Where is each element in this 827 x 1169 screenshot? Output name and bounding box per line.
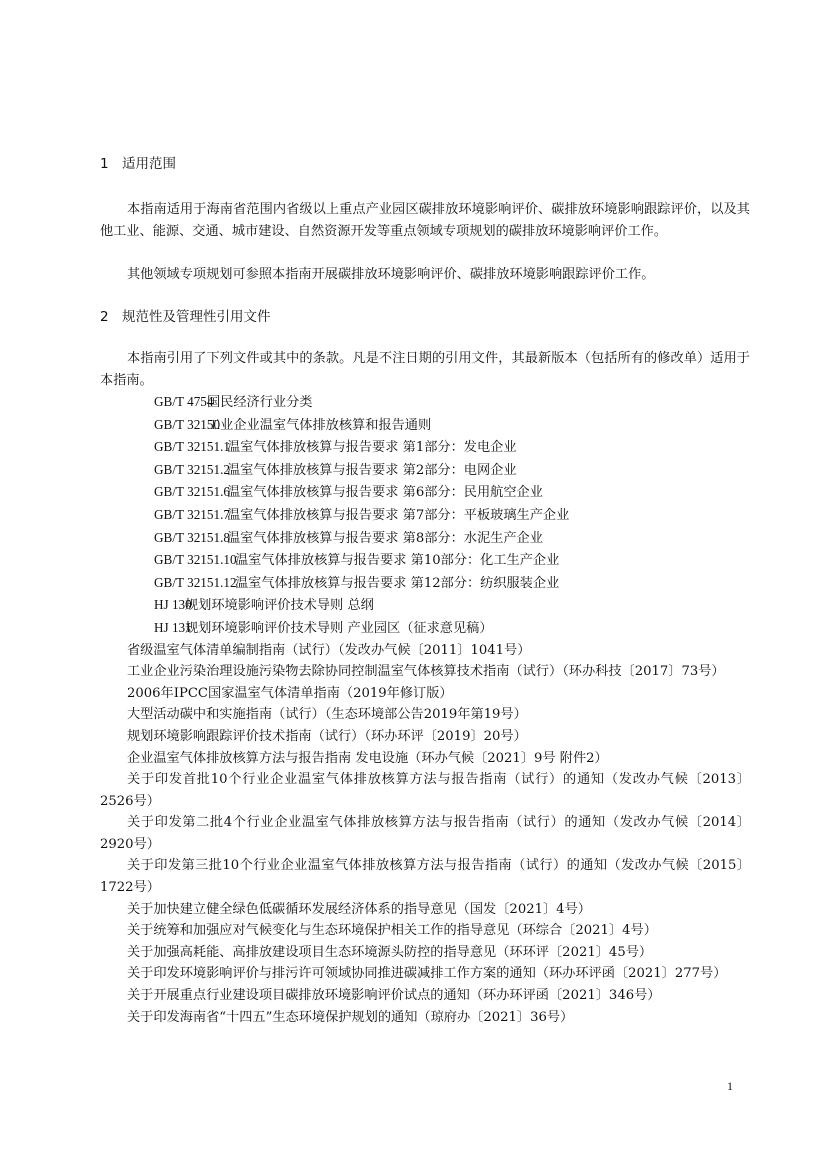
reference-item — [100, 942, 750, 964]
reference-title: 关于印发海南省“十四五”生态环境保护规划的通知（琼府办〔2021〕36号） — [127, 1009, 574, 1025]
reference-title: 2006年IPCC国家温室气体清单指南（2019年修订版） — [127, 685, 453, 701]
reference-item — [100, 661, 750, 683]
reference-item — [100, 748, 750, 770]
reference-item — [100, 985, 750, 1007]
reference-item — [100, 481, 750, 504]
reference-code: HJ 130 — [154, 597, 192, 613]
reference-item — [100, 549, 750, 572]
section-1-paragraph-1: 本指南适用于海南省范围内省级以上重点产业园区碳排放环境影响评价、碳排放环境影响跟踪评价，以及其他工业、能源、交通、城市建设、自然资源开发等重点领域专项规划的碳排放环境影响评价工作。 — [100, 202, 750, 239]
reference-title: 温室气体排放核算与报告要求 第6部分：民用航空企业 — [227, 485, 543, 501]
reference-code: GB/T 32151.6 — [154, 484, 230, 500]
reference-code: GB/T 4754 — [154, 394, 214, 409]
section-1-paragraph-2: 其他领域专项规划可参照本指南开展碳排放环境影响评价、碳排放环境影响跟踪评价工作。 — [127, 267, 655, 282]
reference-title: 温室气体排放核算与报告要求 第1部分：发电企业 — [227, 440, 517, 456]
reference-title: 关于印发首批10个行业企业温室气体排放核算方法与报告指南（试行）的通知（发改办气候〔2013〕2526号） — [100, 772, 750, 809]
reference-code: HJ 131 — [154, 619, 192, 635]
reference-title: 工业企业温室气体排放核算和报告通则 — [207, 417, 432, 433]
reference-item — [100, 726, 750, 748]
section-1-title: 适用范围 — [122, 156, 176, 172]
reference-title: 工业企业污染治理设施污染物去除协同控制温室气体核算技术指南（试行）（环办科技〔2017〕73号） — [127, 664, 725, 680]
reference-item — [100, 459, 750, 482]
reference-item — [100, 640, 750, 662]
reference-title: 关于印发环境影响评价与排污许可领域协同推进碳减排工作方案的通知（环办环评函〔2021〕277号） — [127, 966, 727, 982]
reference-item — [100, 683, 750, 705]
reference-item — [100, 504, 750, 527]
reference-item — [100, 572, 750, 595]
reference-item — [100, 704, 750, 726]
reference-title: 省级温室气体清单编制指南（试行）（发改办气候〔2011〕1041号） — [127, 642, 531, 658]
section-2-heading — [100, 307, 271, 327]
reference-list — [100, 391, 750, 1028]
reference-title: 温室气体排放核算与报告要求 第8部分：水泥生产企业 — [227, 530, 543, 546]
reference-title: 温室气体排放核算与报告要求 第12部分：纺织服装企业 — [235, 575, 560, 591]
reference-title: 关于加强高耗能、高排放建设项目生态环境源头防控的指导意见（环环评〔2021〕45号） — [127, 944, 653, 960]
reference-item — [100, 414, 750, 437]
reference-code: GB/T 32151.7 — [154, 506, 230, 522]
reference-title: 关于印发第二批4个行业企业温室气体排放核算方法与报告指南（试行）的通知（发改办气候〔2014〕2920号） — [100, 815, 750, 852]
reference-title: 关于开展重点行业建设项目碳排放环境影响评价试点的通知（环办环评函〔2021〕346号） — [127, 988, 661, 1004]
reference-code: GB/T 32150 — [154, 416, 221, 432]
reference-item — [100, 617, 750, 640]
reference-title: 规划环境影响评价技术导则 产业园区（征求意见稿） — [185, 620, 493, 636]
reference-title: 温室气体排放核算与报告要求 第2部分：电网企业 — [227, 462, 517, 478]
reference-title: 关于统筹和加强应对气候变化与生态环境保护相关工作的指导意见（环综合〔2021〕4号） — [127, 923, 657, 939]
reference-item — [100, 391, 750, 414]
reference-title: 国民经济行业分类 — [207, 395, 313, 410]
reference-item — [100, 594, 750, 617]
section-1-heading — [100, 154, 176, 174]
reference-code: GB/T 32151.10 — [154, 552, 237, 568]
reference-item — [100, 855, 750, 898]
reference-item — [100, 436, 750, 459]
reference-title: 规划环境影响评价技术导则 总纲 — [185, 598, 374, 614]
reference-title: 温室气体排放核算与报告要求 第10部分：化工生产企业 — [235, 553, 560, 569]
reference-item — [100, 812, 750, 855]
reference-item — [100, 527, 750, 550]
reference-item — [100, 769, 750, 812]
section-2-number: 2 — [100, 309, 109, 325]
section-2-intro: 本指南引用了下列文件或其中的条款。凡是不注日期的引用文件，其最新版本（包括所有的修改单）适用于本指南。 — [100, 351, 750, 388]
section-2-title: 规范性及管理性引用文件 — [122, 309, 271, 325]
reference-title: 大型活动碳中和实施指南（试行）（生态环境部公告2019年第19号） — [127, 707, 527, 723]
section-1-number: 1 — [100, 156, 109, 172]
reference-title: 企业温室气体排放核算方法与报告指南 发电设施（环办气候〔2021〕9号 附件2） — [127, 750, 608, 766]
reference-title: 温室气体排放核算与报告要求 第7部分：平板玻璃生产企业 — [227, 507, 570, 523]
reference-code: GB/T 32151.2 — [154, 461, 230, 477]
reference-item — [100, 920, 750, 942]
reference-title: 关于加快建立健全绿色低碳循环发展经济体系的指导意见（国发〔2021〕4号） — [127, 901, 591, 917]
reference-item — [100, 1007, 750, 1029]
reference-code: GB/T 32151.12 — [154, 574, 237, 590]
reference-item — [100, 963, 750, 985]
page-number: 1 — [727, 1079, 733, 1093]
reference-item — [100, 899, 750, 921]
reference-code: GB/T 32151.1 — [154, 439, 230, 455]
reference-code: GB/T 32151.8 — [154, 529, 230, 545]
reference-title: 关于印发第三批10个行业企业温室气体排放核算方法与报告指南（试行）的通知（发改办气候〔2015〕1722号） — [100, 858, 750, 896]
reference-title: 规划环境影响跟踪评价技术指南（试行）（环办环评〔2019〕20号） — [127, 728, 527, 744]
